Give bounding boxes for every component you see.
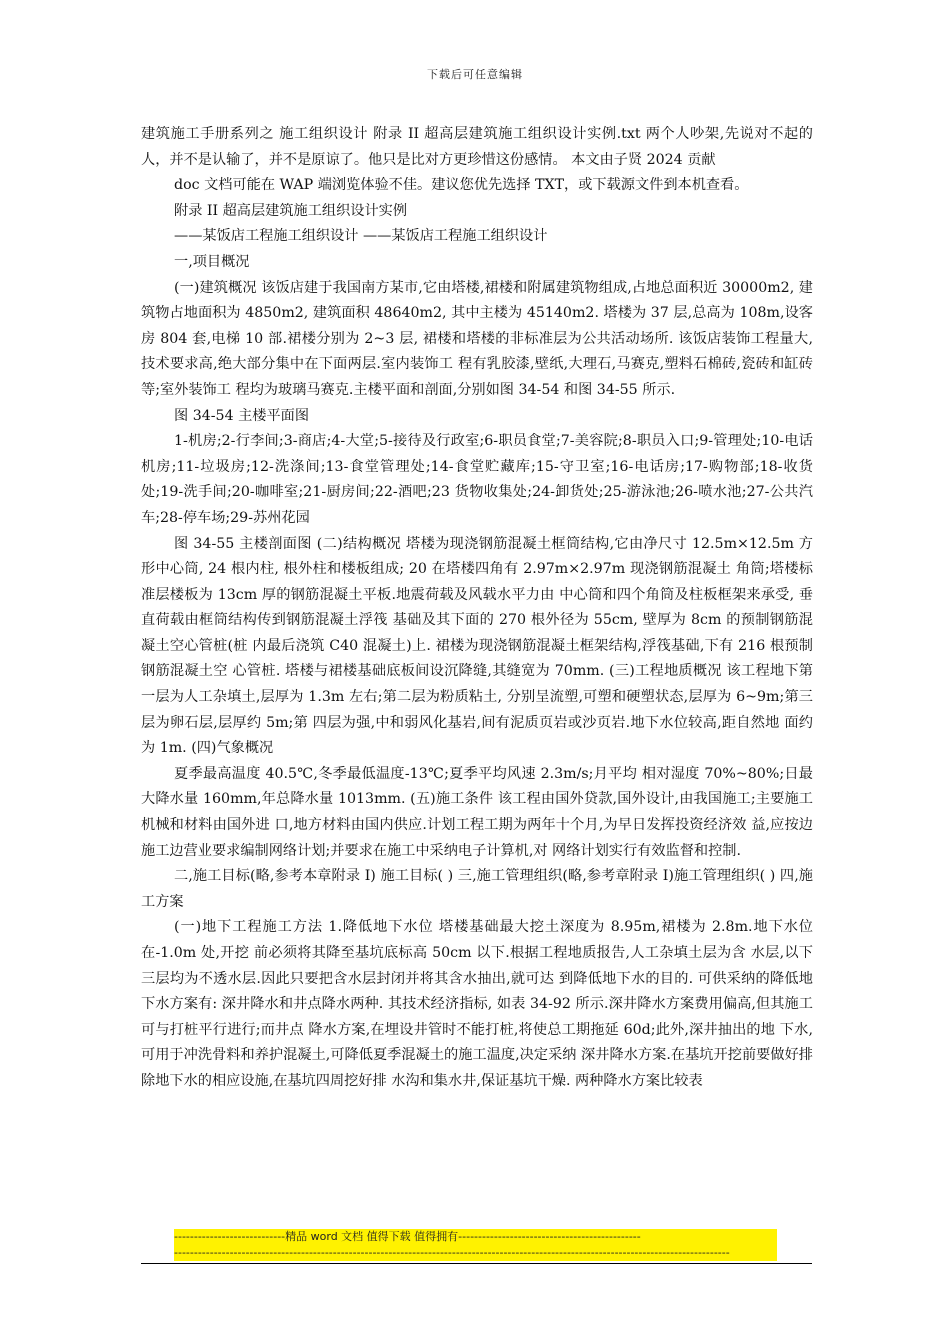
paragraph-climate: 夏季最高温度 40.5℃,冬季最低温度-13℃;夏季平均风速 2.3m/s;月平均 相对湿度 70%~80%;日最大降水量 160mm,年总降水量 1013mm. (五)施工条件 该工程由国外贷款,国外设计,由我国施工;主要施工机械和材料由国外进 口,地方材料由国内供应.计划工程工期为两年十个月,为早日发挥投资经济效 益,应按边施工边营业要求编制网络计划;并要求在施工中采纳电子计算机,对 网络计划实行有效监督和控制. — [141, 765, 813, 859]
paragraph-sections: 二,施工目标(略,参考本章附录 I) 施工目标( ) 三,施工管理组织(略,参考章附录 I)施工管理组织( ) 四,施工方案 — [141, 868, 813, 910]
footer-divider — [141, 1263, 812, 1264]
section-heading-overview: 一,项目概况 — [174, 253, 250, 270]
paragraph-figure-legend: 1-机房;2-行李间;3-商店;4-大堂;5-接待及行政室;6-职员食堂;7-美容院;8-职员入口;9-管理处;10-电话机房;11-垃圾房;12-洗涤间;13-食堂管理处;14-食堂贮藏库;15-守卫室;16-电话房;17-购物部;18-收货处;19-洗手间;20-咖啡室;21-厨房间;22-酒吧;23 货物收集处;24-卸货处;25-游泳池;26-喷水池;27-公共汽车;28-停车场;29-苏州花园 — [141, 433, 813, 526]
paragraph-subtitle: ——某饭店工程施工组织设计 ——某饭店工程施工组织设计 — [174, 228, 548, 245]
footer-banner-line-1: ----------------------------精品 word 文档 值得下载 值得拥有---------------------------------------------- — [174, 1229, 777, 1245]
figure-caption-plan: 图 34-54 主楼平面图 — [174, 407, 310, 424]
paragraph-appendix-title: 附录 II 超高层建筑施工组织设计实例 — [174, 202, 408, 219]
document-body — [141, 122, 813, 1095]
paragraph-dewatering: (一)地下工程施工方法 1.降低地下水位 塔楼基础最大挖土深度为 8.95m,裙楼为 2.8m.地下水位在-1.0m 处,开挖 前必须将其降至基坑底标高 50cm 以下.根据工程地质报告,人工杂填土层为含 水层,以下三层均为不透水层.因此只要把含水层封闭并将其含水抽出,就可达 到降低地下水的目的. 可供采纳的降低地下水方案有: 深井降水和井点降水两种. 其技术经济指标, 如表 34-92 所示.深井降水方案费用偏高,但其施工可与打桩平行进行;而井点 降水方案,在埋设井管时不能打桩,将使总工期拖延 60d;此外,深井抽出的地 下水,可用于冲洗骨料和养护混凝土,可降低夏季混凝土的施工温度,决定采纳 深井降水方案.在基坑开挖前要做好排除地下水的相应设施,在基坑四周挖好排 水沟和集水井,保证基坑干燥. 两种降水方案比较表 — [141, 919, 813, 1089]
paragraph-structure-overview: 图 34-55 主楼剖面图 (二)结构概况 塔楼为现浇钢筋混凝土框筒结构,它由净尺寸 12.5m×12.5m 方形中心筒, 24 根内柱, 根外柱和楼板组成; 20 在塔楼四角有 2.97m×2.97m 现浇钢筋混凝土 角筒;塔楼标准层楼板为 13cm 厚的钢筋混凝土平板.地震荷载及风载水平力由 中心筒和四个角筒及柱板框架来承受, 垂直荷载由框筒结构传到钢筋混凝土浮筏 基础及其下面的 270 根外径为 55cm, 壁厚为 8cm 的预制钢筋混凝土空心管桩(桩 内最后浇筑 C40 混凝土)上. 裙楼为现浇钢筋混凝土框架结构,浮筏基础,下有 216 根预制钢筋混凝土空 心管桩. 塔楼与裙楼基础底板间设沉降缝,其缝宽为 70mm. (三)工程地质概况 该工程地下第一层为人工杂填土,层厚为 1.3m 左右;第二层为粉质粘土, 分别呈流塑,可塑和硬塑状态,层厚为 6~9m;第三层为卵石层,层厚约 5m;第 四层为强,中和弱风化基岩,间有泥质页岩或沙页岩.地下水位较高,距自然地 面约为 1m. (四)气象概况 — [141, 535, 813, 757]
footer-banner-line-2: -------------------------------------------------------------------------------------------------------------------------------------------- — [174, 1245, 777, 1261]
paragraph-title-line: 建筑施工手册系列之 施工组织设计 附录 II 超高层建筑施工组织设计实例.txt 两个人吵架,先说对不起的人，并不是认输了，并不是原谅了。他只是比对方更珍惜这份感情。 本文由子贤 2024 贡献 — [141, 126, 813, 168]
paragraph-doc-note: doc 文档可能在 WAP 端浏览体验不佳。建议您优先选择 TXT，或下载源文件到本机查看。 — [174, 177, 749, 194]
paragraph-building-overview: (一)建筑概况 该饭店建于我国南方某市,它由塔楼,裙楼和附属建筑物组成,占地总面积近 30000m2, 建筑物占地面积为 4850m2, 建筑面积 48640m2, 其中主楼为 45140m2. 塔楼为 37 层,总高为 108m,设客房 804 套,电梯 10 部.裙楼分别为 2~3 层, 裙楼和塔楼的非标准层为公共活动场所. 该饭店装饰工程量大,技术要求高,绝大部分集中在下面两层.室内装饰工 程有乳胶漆,壁纸,大理石,马赛克,塑料石棉砖,瓷砖和缸砖等;室外装饰工 程均为玻璃马赛克.主楼平面和剖面,分别如图 34-54 和图 34-55 所示. — [141, 279, 813, 398]
page-header: 下载后可任意编辑 — [427, 68, 523, 81]
